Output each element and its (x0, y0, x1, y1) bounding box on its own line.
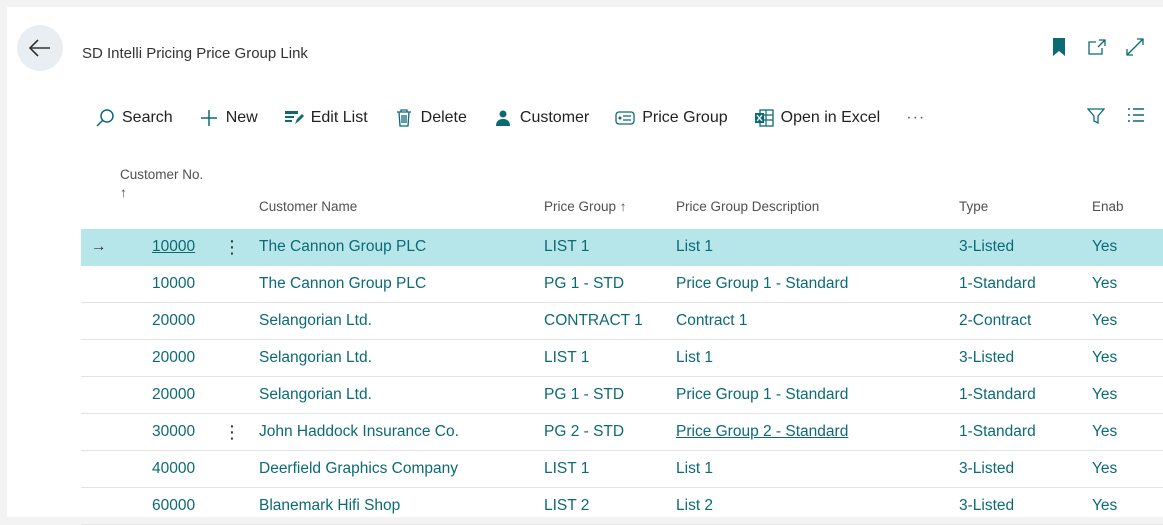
cell-type[interactable]: 1-Standard (959, 414, 1092, 451)
cell-price-group-description[interactable]: Contract 1 (676, 303, 959, 340)
cell-type[interactable]: 3-Listed (959, 229, 1092, 266)
row-indicator (81, 266, 152, 303)
open-in-excel-button[interactable] (754, 108, 881, 128)
cell-customer-name[interactable]: The Cannon Group PLC (259, 229, 544, 266)
row-actions-spacer (223, 488, 259, 525)
cell-price-group-description[interactable]: Price Group 1 - Standard (676, 266, 959, 303)
table-row[interactable] (81, 451, 1163, 488)
cell-customer-no[interactable]: 60000 (152, 488, 223, 525)
cell-customer-no[interactable]: 30000 (152, 414, 223, 451)
view-controls (1087, 107, 1145, 125)
table-row[interactable] (81, 377, 1163, 414)
cell-customer-no[interactable]: 40000 (152, 451, 223, 488)
delete-button[interactable] (394, 108, 467, 128)
table-row[interactable] (81, 229, 1163, 266)
cell-customer-name[interactable]: Blanemark Hifi Shop (259, 488, 544, 525)
table-row[interactable] (81, 266, 1163, 303)
cell-price-group-description[interactable]: Price Group 1 - Standard (676, 377, 959, 414)
expand-icon[interactable] (1125, 37, 1145, 57)
page (7, 7, 1163, 517)
sort-ascending-icon: ↑ (120, 185, 127, 200)
table-row[interactable] (81, 414, 1163, 451)
cell-customer-name[interactable]: Selangorian Ltd. (259, 377, 544, 414)
cell-price-group-description[interactable]: List 2 (676, 488, 959, 525)
cell-price-group[interactable]: LIST 1 (544, 340, 676, 377)
row-indicator (81, 340, 152, 377)
cell-enabled[interactable]: Yes (1092, 414, 1163, 451)
cell-price-group-description[interactable]: List 1 (676, 229, 959, 266)
cell-enabled[interactable]: Yes (1092, 377, 1163, 414)
cell-price-group-description[interactable]: List 1 (676, 451, 959, 488)
new-button[interactable] (199, 108, 258, 128)
column-header-customer-name[interactable]: Customer Name (259, 199, 358, 214)
action-bar (95, 101, 1155, 135)
column-header-spacer (223, 155, 259, 229)
cell-type[interactable]: 3-Listed (959, 340, 1092, 377)
cell-enabled[interactable]: Yes (1092, 229, 1163, 266)
row-actions-menu[interactable]: ⋮ (223, 414, 259, 451)
cell-type[interactable]: 2-Contract (959, 303, 1092, 340)
column-header-price-group[interactable]: Price Group ↑ (544, 199, 627, 214)
bookmark-icon[interactable] (1049, 37, 1069, 57)
column-header-enabled[interactable]: Enab (1092, 199, 1124, 214)
row-actions-spacer (223, 451, 259, 488)
price-tag-icon (615, 108, 635, 128)
price-group-label: Price Group (642, 109, 728, 126)
cell-enabled[interactable]: Yes (1092, 340, 1163, 377)
back-arrow-icon (29, 39, 51, 57)
customer-label: Customer (519, 109, 590, 126)
plus-icon (199, 108, 219, 128)
cell-price-group[interactable]: LIST 1 (544, 451, 676, 488)
cell-price-group-description[interactable] (676, 414, 959, 451)
header-actions (1049, 37, 1145, 57)
cell-price-group[interactable]: LIST 2 (544, 488, 676, 525)
row-indicator (81, 414, 152, 451)
cell-customer-name[interactable]: Selangorian Ltd. (259, 303, 544, 340)
excel-icon (754, 108, 774, 128)
cell-customer-no[interactable]: 10000 (152, 266, 223, 303)
cell-customer-name[interactable]: Deerfield Graphics Company (259, 451, 544, 488)
row-actions-spacer (223, 377, 259, 414)
search-label: Search (122, 109, 173, 126)
row-indicator (81, 451, 152, 488)
customer-button[interactable] (493, 108, 589, 128)
cell-customer-name[interactable]: The Cannon Group PLC (259, 266, 544, 303)
price-group-link-table (81, 155, 1163, 525)
open-in-excel-label: Open in Excel (780, 109, 881, 126)
row-indicator (81, 229, 152, 266)
row-actions-spacer (223, 340, 259, 377)
row-actions-spacer (223, 266, 259, 303)
cell-enabled[interactable]: Yes (1092, 303, 1163, 340)
search-icon (95, 108, 115, 128)
new-label: New (225, 109, 258, 126)
table-row[interactable] (81, 303, 1163, 340)
current-row-arrow-icon: → (91, 238, 107, 255)
cell-type[interactable]: 3-Listed (959, 488, 1092, 525)
list-view-icon[interactable] (1127, 107, 1145, 125)
row-indicator (81, 377, 152, 414)
cell-enabled[interactable]: Yes (1092, 451, 1163, 488)
edit-list-button[interactable] (284, 108, 368, 128)
more-options-button[interactable]: ··· (906, 109, 926, 126)
cell-customer-no[interactable]: 20000 (152, 377, 223, 414)
column-header-type[interactable]: Type (959, 199, 989, 214)
open-in-new-window-icon[interactable] (1087, 37, 1107, 57)
row-actions-menu[interactable]: ⋮ (223, 229, 259, 266)
customer-no-header-label: Customer No. (120, 167, 204, 182)
table-header-row (81, 155, 1163, 229)
column-header-customer-no[interactable] (81, 155, 223, 229)
table-row[interactable] (81, 488, 1163, 525)
cell-type[interactable]: 1-Standard (959, 377, 1092, 414)
cell-type[interactable]: 3-Listed (959, 451, 1092, 488)
trash-icon (394, 108, 414, 128)
row-indicator (81, 488, 152, 525)
price-group-description-link[interactable]: Price Group 2 - Standard (676, 423, 849, 440)
cell-customer-name[interactable]: John Haddock Insurance Co. (259, 414, 544, 451)
cell-price-group[interactable]: CONTRACT 1 (544, 303, 676, 340)
cell-customer-no[interactable] (152, 229, 223, 266)
cell-enabled[interactable]: Yes (1092, 488, 1163, 525)
row-actions-spacer (223, 303, 259, 340)
cell-price-group-description[interactable]: List 1 (676, 340, 959, 377)
cell-customer-no[interactable]: 20000 (152, 303, 223, 340)
table-row[interactable] (81, 340, 1163, 377)
delete-label: Delete (420, 109, 467, 126)
filter-icon[interactable] (1087, 107, 1105, 125)
cell-price-group[interactable]: LIST 1 (544, 229, 676, 266)
page-title: SD Intelli Pricing Price Group Link (82, 45, 308, 62)
row-indicator (81, 303, 152, 340)
cell-customer-no[interactable]: 20000 (152, 340, 223, 377)
edit-list-icon (284, 108, 304, 128)
cell-type[interactable]: 1-Standard (959, 266, 1092, 303)
cell-price-group[interactable]: PG 2 - STD (544, 414, 676, 451)
back-button[interactable] (17, 25, 63, 71)
price-group-button[interactable] (615, 108, 727, 128)
person-icon (493, 108, 513, 128)
cell-price-group[interactable]: PG 1 - STD (544, 266, 676, 303)
search-button[interactable] (95, 108, 173, 128)
cell-enabled[interactable]: Yes (1092, 266, 1163, 303)
cell-price-group[interactable]: PG 1 - STD (544, 377, 676, 414)
cell-customer-name[interactable]: Selangorian Ltd. (259, 340, 544, 377)
column-header-price-group-description[interactable]: Price Group Description (676, 199, 820, 214)
edit-list-label: Edit List (310, 109, 368, 126)
customer-no-link[interactable]: 10000 (152, 238, 196, 255)
